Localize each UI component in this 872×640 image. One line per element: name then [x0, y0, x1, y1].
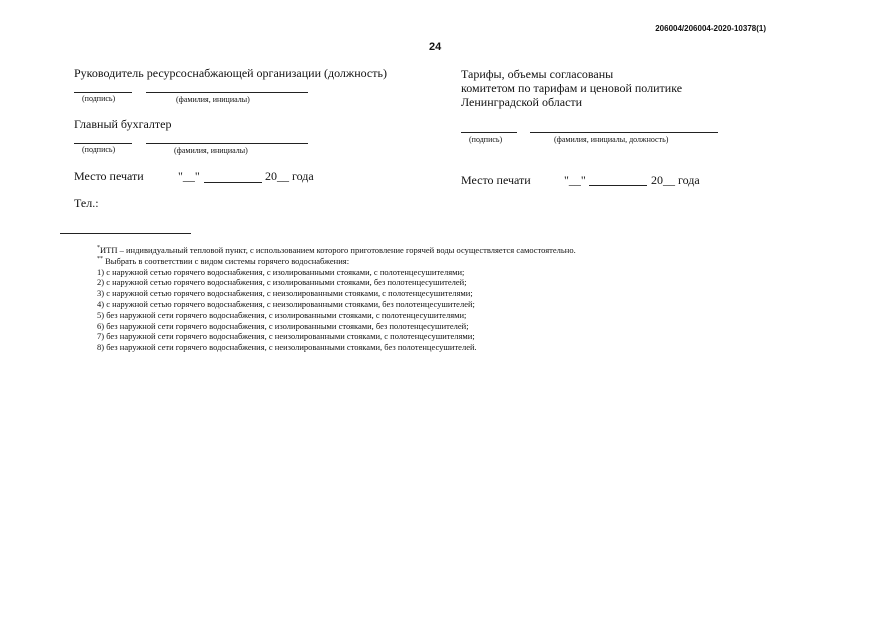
approval-sign-label: (подпись) — [469, 135, 503, 144]
left-date-quote: "__" — [178, 169, 200, 183]
head-sign-label: (подпись) — [82, 94, 116, 103]
head-sign-line — [74, 92, 132, 93]
footnote-item: 3) с наружной сетью горячего водоснабжения, с неизолированными стояками, с полотенцесушителями; — [97, 288, 473, 299]
footnote-separator — [60, 233, 191, 234]
head-name-line — [146, 92, 308, 93]
footnote-item: 8) без наружной сети горячего водоснабжения, с неизолированными стояками, без полотенцесушителей. — [97, 342, 477, 353]
approval-name-label: (фамилия, инициалы, должность) — [554, 135, 669, 144]
left-date-month-line — [204, 182, 262, 183]
head-title: Руководитель ресурсоснабжающей организации (должность) — [74, 66, 387, 80]
approval-line-2: комитетом по тарифам и ценовой политике — [461, 81, 683, 95]
page-number: 24 — [429, 41, 442, 53]
accountant-sign-line — [74, 143, 132, 144]
approval-line-3: Ленинградской области — [461, 95, 583, 109]
footnote-item: 5) без наружной сети горячего водоснабжения, с изолированными стояками, с полотенцесушителями; — [97, 309, 467, 320]
right-date-quote: "__" — [564, 173, 586, 187]
footnote-choice — [97, 256, 576, 267]
approval-line-1: Тарифы, объемы согласованы — [461, 67, 614, 81]
footnote-item: 6) без наружной сети горячего водоснабжения, с изолированными стояками, без полотенцесушителей; — [97, 320, 469, 331]
footnote-itp-mark: * — [97, 245, 100, 251]
accountant-name-line — [146, 143, 308, 144]
footnote-item: 7) без наружной сети горячего водоснабжения, с неизолированными стояками, с полотенцесушителями; — [97, 331, 475, 342]
approval-name-line — [530, 132, 718, 133]
footnotes — [97, 245, 576, 353]
right-date-month-line — [589, 185, 647, 186]
document-id: 206004/206004-2020-10378(1) — [655, 24, 766, 33]
accountant-sign-label: (подпись) — [82, 145, 116, 154]
approval-sign-line — [461, 132, 517, 133]
accountant-name-label: (фамилия, инициалы) — [174, 146, 248, 155]
head-name-label: (фамилия, инициалы) — [176, 95, 250, 104]
footnote-item: 2) с наружной сетью горячего водоснабжения, с изолированными стояками, без полотенцесушителей; — [97, 277, 467, 288]
footnote-itp-text: ИТП – индивидуальный тепловой пункт, с использованием которого приготовление горячей воды осуществляется самостоятельно. — [100, 245, 576, 255]
footnote-choice-mark: ** — [97, 255, 103, 262]
left-date-year: 20__ года — [265, 169, 314, 183]
footnote-choice-text: Выбрать в соответствии с видом системы горячего водоснабжения: — [105, 255, 350, 266]
footnote-item: 1) с наружной сетью горячего водоснабжения, с изолированными стояками, с полотенцесушителями; — [97, 266, 465, 277]
footnote-item: 4) с наружной сетью горячего водоснабжения, с неизолированными стояками, без полотенцесушителей; — [97, 298, 475, 309]
footnote-itp — [97, 245, 576, 256]
phone-label: Тел.: — [74, 196, 99, 210]
accountant-title: Главный бухгалтер — [74, 117, 172, 131]
left-stamp-label: Место печати — [74, 169, 144, 183]
right-date-year: 20__ года — [651, 173, 700, 187]
right-stamp-label: Место печати — [461, 173, 531, 187]
